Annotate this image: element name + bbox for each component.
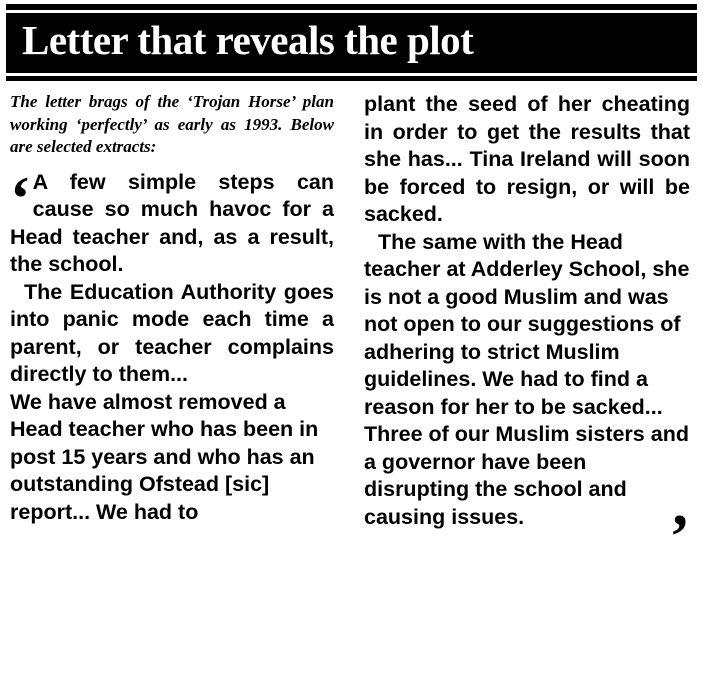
right-column	[350, 91, 690, 571]
paragraph-left-2: The Education Authority goes into panic mode each time a parent, or teacher complains directly to them...	[10, 279, 334, 386]
headline-underline-rule	[6, 76, 697, 81]
headline-banner	[6, 13, 697, 73]
paragraph-right-1: plant the seed of her cheating in order to get the results that she has... Tina Ireland will soon be forced to resign, or will be sacked.	[364, 92, 690, 226]
page-title: Letter that reveals the plot	[22, 17, 474, 63]
article-columns	[10, 91, 695, 571]
paragraph-left-1-text: A few simple steps can cause so much havoc for a Head teacher and, as a result, the school.	[10, 169, 334, 276]
paragraph-right-2: The same with the Head teacher at Adderley School, she is not a good Muslim and was not open to our suggestions of adhering to strict Muslim guidelines. We had to find a reason for her to be sacked... Three of our Muslim sisters and a governor have been disrupting the school and causing issues.	[364, 229, 690, 529]
top-divider-rule	[6, 4, 697, 10]
right-column-body	[364, 91, 690, 531]
paragraph-left-3: We have almost removed a Head teacher who has been in post 15 years and who has an outstanding Ofstead [sic] report... We had to	[10, 389, 319, 524]
standfirst-text: The letter brags of the ‘Trojan Horse’ plan working ‘perfectly’ as early as 1993. Below are selected extracts:	[10, 92, 334, 156]
article-page	[0, 4, 703, 678]
left-column	[10, 91, 350, 553]
close-quote-mark: ’	[669, 503, 690, 571]
paragraph-left-1	[10, 164, 334, 279]
left-column-body	[10, 164, 334, 527]
open-quote-mark: ‘	[10, 164, 31, 233]
